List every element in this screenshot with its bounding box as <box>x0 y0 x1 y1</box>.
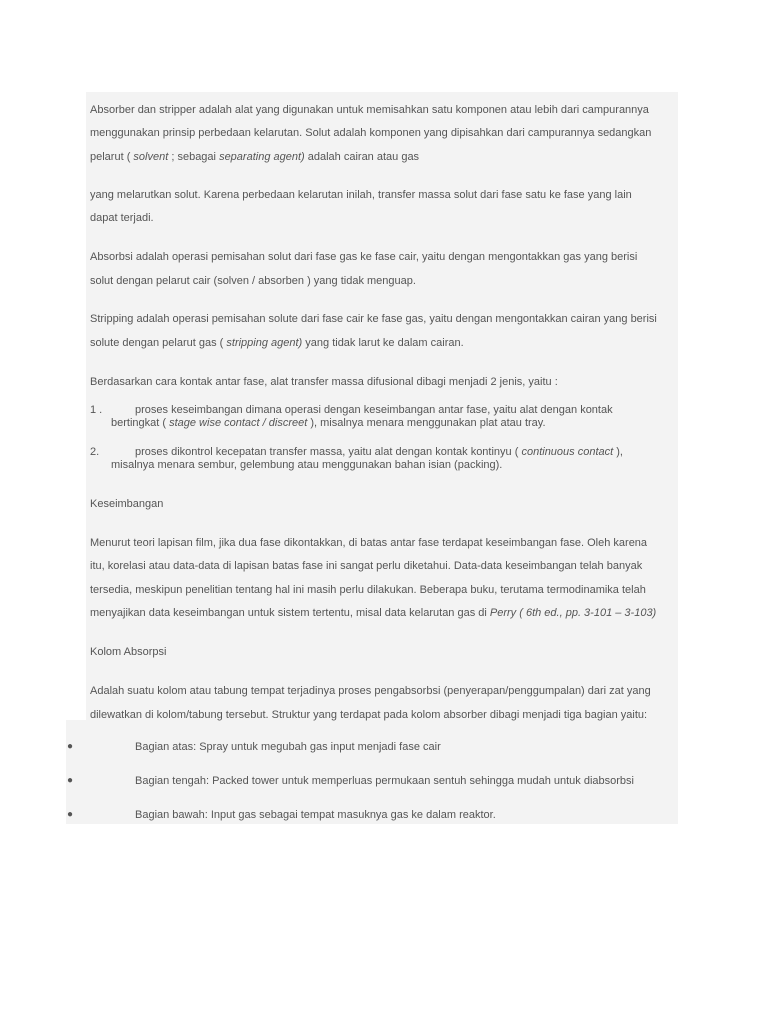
text-run: proses dikontrol kecepatan transfer massa, yaitu alat dengan kontak kontinyu ( <box>135 446 519 458</box>
paragraph-1-line-2: menggunakan prinsip perbedaan kelarutan. Solut adalah komponen yang dipisahkan dari campurannya sedangkan <box>90 127 652 139</box>
paragraph-4-line-2 <box>90 336 464 350</box>
paragraph-5: Berdasarkan cara kontak antar fase, alat transfer massa difusional dibagi menjadi 2 jenis, yaitu : <box>90 376 558 388</box>
italic-term-stripping-agent: stripping agent) <box>226 337 303 349</box>
paragraph-3-line-1: Absorbsi adalah operasi pemisahan solut dari fase gas ke fase cair, yaitu dengan mengontakkan gas yang berisi <box>90 251 638 263</box>
text-run: adalah cairan atau gas <box>307 151 420 163</box>
text-run: yang tidak larut ke dalam cairan. <box>305 337 464 349</box>
paragraph-7-line-1: Adalah suatu kolom atau tabung tempat terjadinya proses pengabsorbsi (penyerapan/penggumpalan) dari zat yang <box>90 685 651 697</box>
bullet-item-2: Bagian tengah: Packed tower untuk memperluas permukaan sentuh sehingga mudah untuk diabsorbsi <box>135 775 634 787</box>
bullet-item-3: Bagian bawah: Input gas sebagai tempat masuknya gas ke dalam reaktor. <box>135 809 496 821</box>
italic-term-separating-agent: separating agent) <box>219 151 305 163</box>
bullet-icon: ● <box>67 809 74 820</box>
list-item-2-line-1 <box>135 445 623 459</box>
italic-term-solvent: solvent <box>133 151 169 163</box>
list-number-1: 1 . <box>90 404 103 416</box>
list-item-2-line-2: misalnya menara sembur, gelembung atau menggunakan bahan isian (packing). <box>111 459 503 471</box>
paragraph-6-line-3: tersedia, meskipun penelitian tentang hal ini masih perlu dilakukan. Beberapa buku, terutama termodinamika telah <box>90 584 646 596</box>
section-heading-kolom-absorpsi: Kolom Absorpsi <box>90 646 167 658</box>
paragraph-6-line-1: Menurut teori lapisan film, jika dua fase dikontakkan, di batas antar fase terdapat keseimbangan fase. Oleh karena <box>90 537 648 549</box>
paragraph-3-line-2: solut dengan pelarut cair (solven / absorben ) yang tidak menguap. <box>90 275 416 287</box>
paragraph-2-line-2: dapat terjadi. <box>90 212 154 224</box>
bullet-item-1: Bagian atas: Spray untuk megubah gas input menjadi fase cair <box>135 741 441 753</box>
text-run: ; sebagai <box>171 151 216 163</box>
italic-term-continuous-contact: continuous contact <box>521 446 614 458</box>
bullet-icon: ● <box>67 775 74 786</box>
text-run: ), misalnya menara menggunakan plat atau tray. <box>310 417 546 429</box>
paragraph-6-line-2: itu, korelasi atau data-data di lapisan batas fase ini sangat perlu diketahui. Data-data keseimbangan telah banyak <box>90 560 643 572</box>
bullet-icon: ● <box>67 741 74 752</box>
paragraph-6-line-4 <box>90 606 656 620</box>
list-number-2: 2. <box>90 446 100 458</box>
list-item-1-line-2 <box>111 416 546 430</box>
text-run: solute dengan pelarut gas ( <box>90 337 224 349</box>
italic-term-stage-wise: stage wise contact / discreet <box>169 417 308 429</box>
list-item-1-line-1: proses keseimbangan dimana operasi dengan keseimbangan antar fase, yaitu alat dengan kontak <box>135 404 613 416</box>
paragraph-7-line-2: dilewatkan di kolom/tabung tersebut. Struktur yang terdapat pada kolom absorber dibagi menjadi tiga bagian yaitu: <box>90 709 648 721</box>
text-run: bertingkat ( <box>111 417 167 429</box>
paragraph-2-line-1: yang melarutkan solut. Karena perbedaan kelarutan inilah, transfer massa solut dari fase satu ke fase yang lain <box>90 189 632 201</box>
paragraph-4-line-1: Stripping adalah operasi pemisahan solute dari fase cair ke fase gas, yaitu dengan mengontakkan cairan yang berisi <box>90 313 657 325</box>
paragraph-1-line-3 <box>90 150 419 164</box>
section-heading-keseimbangan: Keseimbangan <box>90 498 164 510</box>
text-run: menyajikan data keseimbangan untuk sistem tertentu, misal data kelarutan gas di <box>90 607 487 619</box>
text-run: pelarut ( <box>90 151 131 163</box>
paragraph-1-line-1: Absorber dan stripper adalah alat yang digunakan untuk memisahkan satu komponen atau lebih dari campurannya <box>90 104 649 116</box>
italic-citation-perry: Perry ( 6th ed., pp. 3-101 – 3-103) <box>489 607 657 619</box>
text-run: ), <box>616 446 623 458</box>
